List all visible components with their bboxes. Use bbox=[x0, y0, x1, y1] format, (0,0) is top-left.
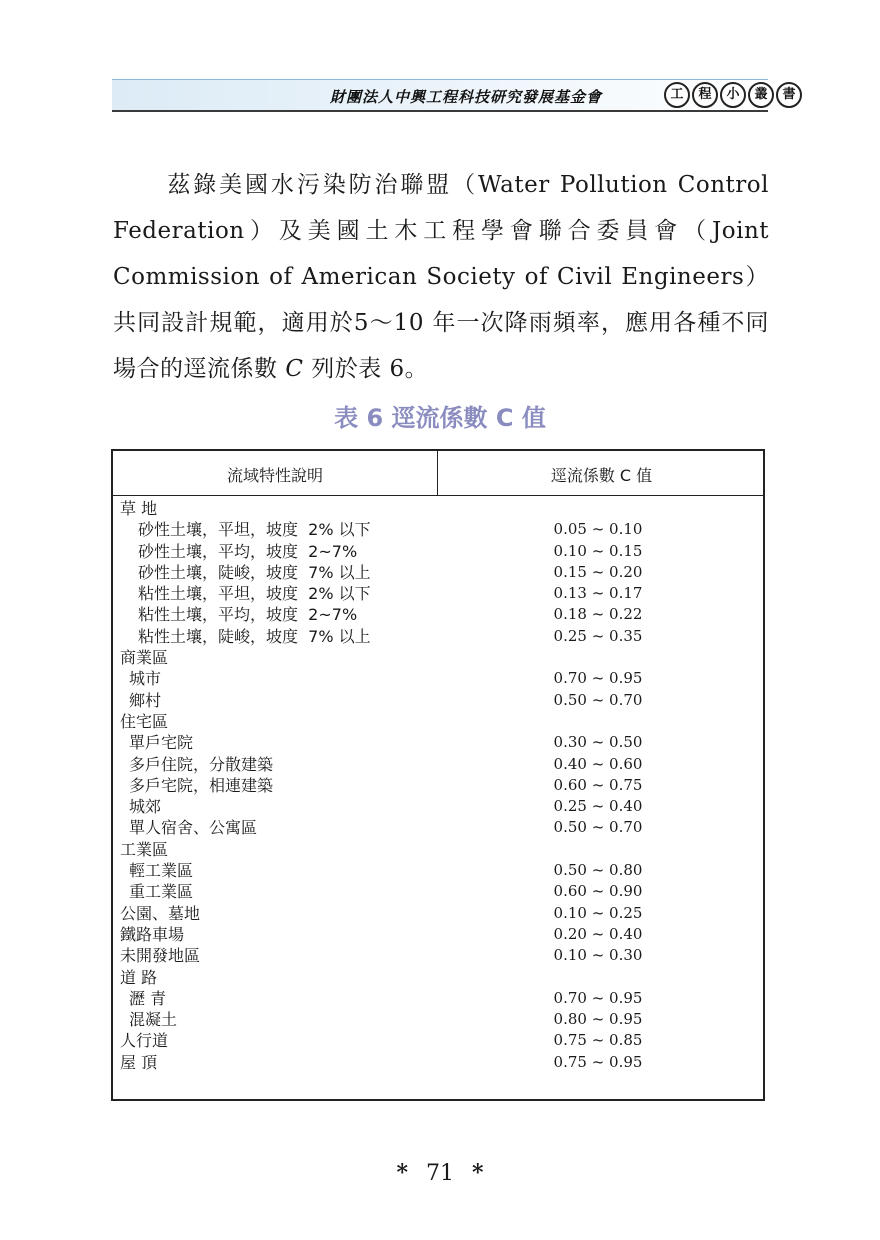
row-description: 公園、墓地 bbox=[120, 903, 201, 923]
row-description: 砂性土壤，陡峻，坡度 7% 以上 bbox=[138, 562, 371, 582]
row-description: 多戶宅院，相連建築 bbox=[129, 775, 274, 795]
table-row bbox=[113, 541, 763, 562]
row-coefficient: 0.10 ~ 0.15 bbox=[553, 541, 643, 560]
row-description: 工業區 bbox=[120, 839, 169, 859]
row-coefficient: 0.13 ~ 0.17 bbox=[553, 584, 643, 603]
row-coefficient: 0.25 ~ 0.40 bbox=[553, 797, 643, 816]
table-row bbox=[113, 860, 763, 881]
row-description: 鐵路車場 bbox=[120, 924, 185, 944]
table-row bbox=[113, 839, 763, 860]
row-description: 城市 bbox=[129, 669, 162, 689]
header-divider bbox=[113, 495, 763, 496]
table-row bbox=[113, 732, 763, 753]
table-row bbox=[113, 519, 763, 540]
table-row bbox=[113, 668, 763, 689]
table-row bbox=[113, 775, 763, 796]
row-coefficient: 0.05 ~ 0.10 bbox=[553, 520, 643, 539]
row-description: 單人宿舍、公寓區 bbox=[129, 818, 258, 838]
page-number: 71 bbox=[426, 1161, 454, 1186]
body-paragraph bbox=[113, 162, 769, 392]
row-description: 砂性土壤，平坦，坡度 2% 以下 bbox=[138, 520, 371, 540]
table-row bbox=[113, 817, 763, 838]
row-description: 粘性土壤，平坦，坡度 2% 以下 bbox=[138, 584, 371, 604]
row-description: 瀝 青 bbox=[129, 988, 167, 1008]
table-row bbox=[113, 604, 763, 625]
row-description: 城郊 bbox=[129, 797, 162, 817]
row-description: 輕工業區 bbox=[129, 861, 194, 881]
row-description: 多戶住院，分散建築 bbox=[129, 754, 274, 774]
series-char: 程 bbox=[692, 82, 718, 108]
table-header-description: 流域特性說明 bbox=[226, 466, 323, 485]
row-description: 粘性土壤，陡峻，坡度 7% 以上 bbox=[138, 626, 371, 646]
row-coefficient: 0.75 ~ 0.85 bbox=[553, 1031, 643, 1050]
table-row bbox=[113, 690, 763, 711]
variable-c: C bbox=[285, 356, 304, 382]
runoff-coefficient-table bbox=[111, 449, 765, 1101]
row-description: 單戶宅院 bbox=[129, 733, 194, 753]
row-description: 住宅區 bbox=[120, 711, 169, 731]
row-coefficient: 0.80 ~ 0.95 bbox=[553, 1010, 643, 1029]
row-description: 砂性土壤，平均，坡度 2~7% bbox=[138, 541, 358, 561]
row-description: 屋 頂 bbox=[120, 1052, 158, 1072]
row-coefficient: 0.60 ~ 0.75 bbox=[553, 775, 643, 794]
row-description: 人行道 bbox=[120, 1031, 169, 1051]
row-coefficient: 0.25 ~ 0.35 bbox=[553, 626, 643, 645]
table-body bbox=[113, 498, 763, 1073]
row-coefficient: 0.50 ~ 0.80 bbox=[553, 861, 643, 880]
row-coefficient: 0.40 ~ 0.60 bbox=[553, 754, 643, 773]
table-row bbox=[113, 1052, 763, 1073]
table-row bbox=[113, 1030, 763, 1051]
row-coefficient: 0.18 ~ 0.22 bbox=[553, 605, 643, 624]
column-divider bbox=[437, 451, 438, 495]
page-footer bbox=[0, 1160, 880, 1186]
series-char: 書 bbox=[776, 82, 802, 108]
paragraph-text-end: 列於表 6。 bbox=[303, 356, 429, 382]
table-row bbox=[113, 988, 763, 1009]
row-coefficient: 0.75 ~ 0.95 bbox=[553, 1052, 643, 1071]
table-header-coefficient: 逕流係數 C 值 bbox=[550, 466, 653, 485]
series-char: 工 bbox=[664, 82, 690, 108]
paragraph-text: 茲錄美國水污染防治聯盟（Water Pollution Control Federation）及美國土木工程學會聯合委員會（Joint Commission of American Society of Civil Engineers）共同設計規範，適用於5～10 年一次降雨頻率，應用各種不同場合的逕流係數 bbox=[113, 172, 769, 382]
row-coefficient: 0.15 ~ 0.20 bbox=[553, 562, 643, 581]
table-row bbox=[113, 562, 763, 583]
table-row bbox=[113, 626, 763, 647]
header-foundation-name: 財團法人中興工程科技研究發展基金會 bbox=[330, 88, 603, 106]
row-coefficient: 0.70 ~ 0.95 bbox=[553, 988, 643, 1007]
row-description: 商業區 bbox=[120, 648, 169, 668]
table-row bbox=[113, 498, 763, 519]
row-coefficient: 0.20 ~ 0.40 bbox=[553, 924, 643, 943]
table-row bbox=[113, 754, 763, 775]
row-description: 粘性土壤，平均，坡度 2~7% bbox=[138, 605, 358, 625]
footer-ornament-left: * bbox=[396, 1160, 408, 1186]
table-row bbox=[113, 881, 763, 902]
table-row bbox=[113, 711, 763, 732]
row-coefficient: 0.70 ~ 0.95 bbox=[553, 669, 643, 688]
table-row bbox=[113, 647, 763, 668]
row-description: 鄉村 bbox=[129, 690, 162, 710]
row-coefficient: 0.10 ~ 0.30 bbox=[553, 946, 643, 965]
row-coefficient: 0.10 ~ 0.25 bbox=[553, 903, 643, 922]
table-row bbox=[113, 967, 763, 988]
series-char: 小 bbox=[720, 82, 746, 108]
header-rule-bottom bbox=[112, 110, 768, 112]
series-char: 叢 bbox=[748, 82, 774, 108]
row-coefficient: 0.50 ~ 0.70 bbox=[553, 818, 643, 837]
table-row bbox=[113, 945, 763, 966]
table-row bbox=[113, 583, 763, 604]
row-description: 未開發地區 bbox=[120, 946, 201, 966]
row-coefficient: 0.30 ~ 0.50 bbox=[553, 733, 643, 752]
row-description: 重工業區 bbox=[129, 882, 194, 902]
table-row bbox=[113, 903, 763, 924]
table-row bbox=[113, 924, 763, 945]
table-title: 表 6 逕流係數 C 值 bbox=[334, 404, 546, 432]
table-row bbox=[113, 1009, 763, 1030]
footer-ornament-right: * bbox=[472, 1160, 484, 1186]
table-row bbox=[113, 796, 763, 817]
row-coefficient: 0.60 ~ 0.90 bbox=[553, 882, 643, 901]
row-coefficient: 0.50 ~ 0.70 bbox=[553, 690, 643, 709]
header-series-logo bbox=[664, 82, 802, 108]
row-description: 混凝土 bbox=[129, 1010, 178, 1030]
row-description: 道 路 bbox=[120, 967, 158, 987]
row-description: 草 地 bbox=[120, 499, 158, 518]
